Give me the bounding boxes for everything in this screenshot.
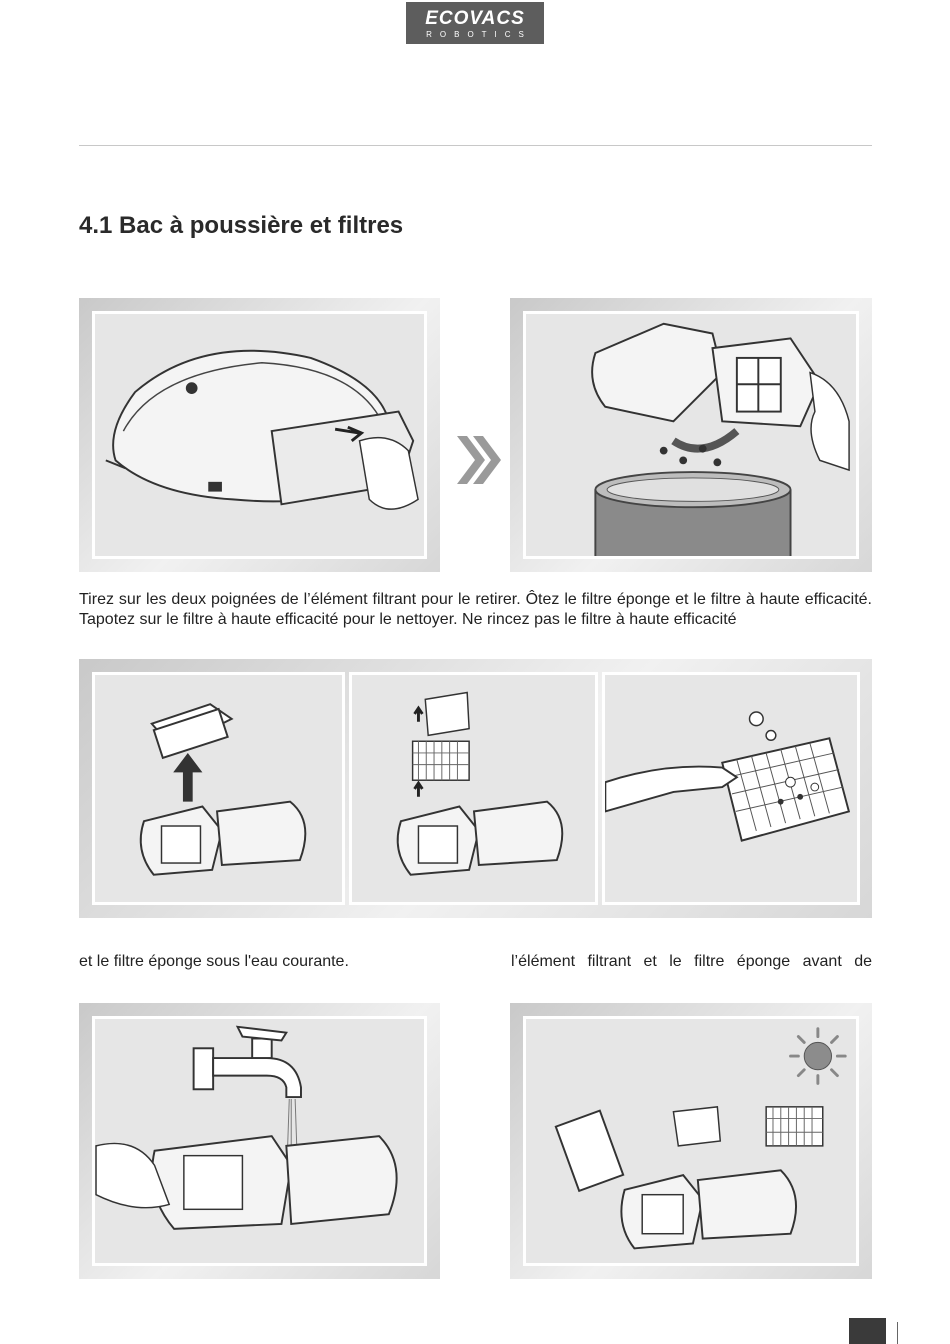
- dustbin-emptying-illustration: [523, 311, 859, 559]
- page-edge-line: [897, 1322, 898, 1344]
- robot-vacuum-illustration: [92, 311, 427, 559]
- figure-frame-3: [79, 659, 872, 918]
- figure-frame-4: [79, 1003, 440, 1279]
- page-number-tab: [849, 1318, 886, 1344]
- tapping-filter-illustration: [602, 672, 860, 905]
- rinsing-under-tap-illustration: [92, 1016, 427, 1266]
- figure-frame-1: [79, 298, 440, 572]
- section-title: 4.1 Bac à poussière et filtres: [79, 212, 404, 239]
- instruction-paragraph-1: Tirez sur les deux poignées de l’élément filtrant pour le retirer. Ôtez le filtre éponge et le filtre à haute efficacité. Tapotez sur le filtre à haute efficacité pour le nettoyer. Ne rincez pas le filtre à haute efficacité: [79, 591, 872, 628]
- ecovacs-logo: [406, 2, 544, 44]
- drying-filters-illustration: [523, 1016, 859, 1266]
- filter-layers-illustration: [349, 672, 598, 905]
- sun-icon: [791, 1029, 846, 1084]
- filter-removal-illustration: [92, 672, 345, 905]
- logo-sub-text: ROBOTICS: [426, 30, 532, 39]
- logo-brand-text: ECOVACS: [425, 8, 525, 29]
- caption-right: l’élément filtrant et le filtre éponge avant de: [511, 953, 872, 970]
- figure-frame-2: [510, 298, 872, 572]
- caption-left: et le filtre éponge sous l'eau courante.: [79, 953, 349, 970]
- double-chevron-right-icon: [455, 434, 503, 486]
- header-divider: [79, 145, 872, 146]
- figure-frame-5: [510, 1003, 872, 1279]
